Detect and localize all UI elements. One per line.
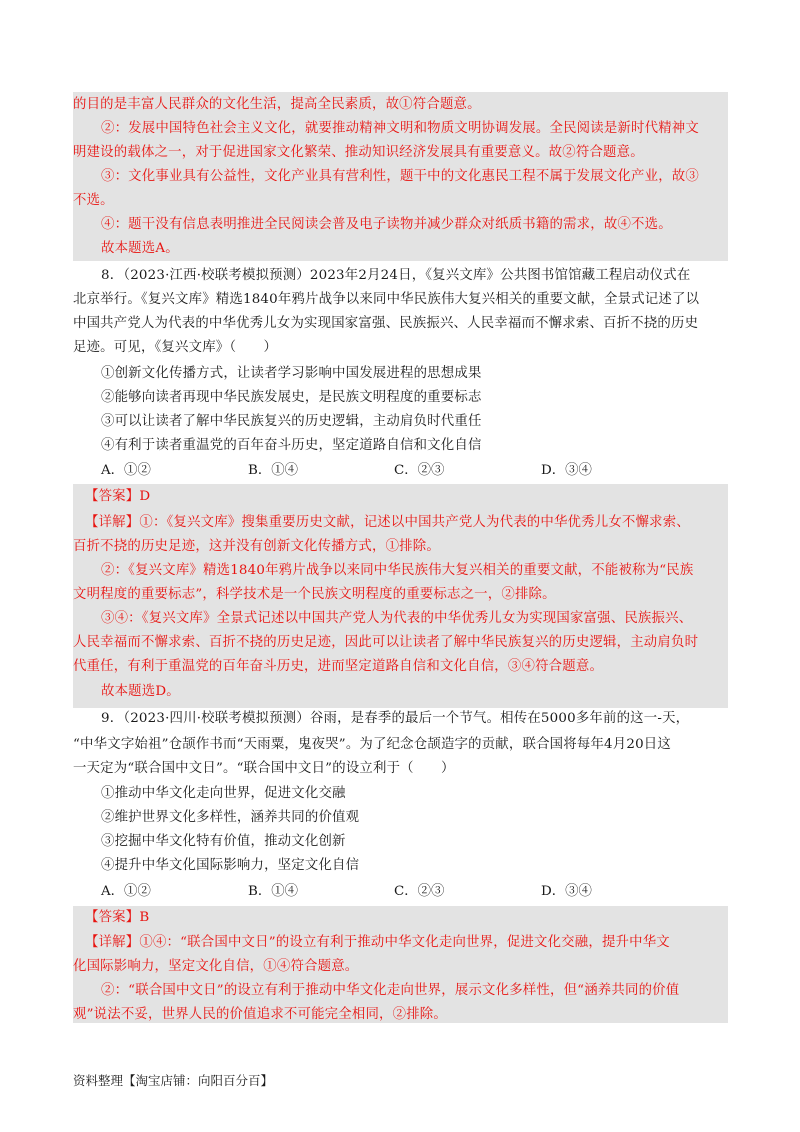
option-d: D．③④ [541, 463, 592, 478]
statement-item: ①创新文化传播方式，让读者学习影响中国发展进程的思想成果 [101, 366, 482, 381]
explanation-line: 的目的是丰富人民群众的文化生活，提高全民素质，故①符合题意。 [73, 97, 481, 112]
explanation-line: 不选。 [73, 193, 114, 208]
option-b: B．①④ [248, 463, 299, 478]
question-stem-line: 中国共产党人为代表的中华优秀儿女为实现国家富强、民族振兴、人民幸福而不懈求索、百折不挠的历史 [73, 316, 699, 331]
explanation-line: ③④：《复兴文库》全景式记述以中国共产党人为代表的中华优秀儿女为实现国家富强、民族振兴、 [101, 611, 693, 626]
explanation-line: 明建设的载体之一，对于促进国家文化繁荣、推动知识经济发展具有重要意义。故②符合题意。 [73, 145, 644, 160]
explanation-line: ②：“联合国中文日”的设立有利于推动中华文化走向世界，展示文化多样性，但“涵养共同的价值 [101, 983, 680, 998]
question-stem-line: 北京举行。《复兴文库》精选1840年鸦片战争以来同中华民族伟大复兴相关的重要文献，全景式记述了以 [73, 292, 700, 307]
statement-item: ②能够向读者再现中华民族发展史，是民族文明程度的重要标志 [101, 390, 482, 405]
explanation-line: 人民幸福而不懈求索、百折不挠的历史足迹，因此可以让读者了解中华民族复兴的历史逻辑，主动肩负时 [73, 635, 699, 650]
conclusion-line: 故本题选A。 [101, 241, 179, 256]
explanation-line: ②：《复兴文库》精选1840年鸦片战争以来同中华民族伟大复兴相关的重要文献，不能被称为“民族 [101, 563, 694, 578]
question-stem-line: 一天定为“联合国中文日”。“联合国中文日”的设立利于（ ） [73, 761, 455, 776]
explanation-line: 代重任，有利于重温党的百年奋斗历史，进而坚定道路自信和文化自信，③④符合题意。 [73, 659, 604, 674]
statement-item: ④有利于读者重温党的百年奋斗历史，坚定道路自信和文化自信 [101, 438, 482, 453]
option-a: A．①② [101, 463, 151, 478]
explanation-line: ②：发展中国特色社会主义文化，就要推动精神文明和物质文明协调发展。全民阅读是新时代精神文 [101, 121, 699, 136]
explanation-line: ④：题干没有信息表明推进全民阅读会普及电子读物并减少群众对纸质书籍的需求，故④不选。 [101, 217, 672, 232]
explanation-line: 百折不挠的历史足迹，这并没有创新文化传播方式，①排除。 [73, 539, 440, 554]
option-c: C．②③ [394, 463, 445, 478]
option-c: C．②③ [394, 884, 445, 899]
explanation-line: 【详解】①：《复兴文库》搜集重要历史文献，记述以中国共产党人为代表的中华优秀儿女不懈求索、 [85, 515, 690, 530]
statement-item: ③可以让读者了解中华民族复兴的历史逻辑，主动肩负时代重任 [101, 414, 482, 429]
option-d: D．③④ [541, 884, 592, 899]
question-stem-line: 8．（2023·江西·校联考模拟预测）2023年2月24日，《复兴文库》公共图书馆馆藏工程启动仪式在 [101, 268, 691, 283]
answer-label: 【答案】B [85, 910, 150, 925]
statement-item: ③挖掘中华文化特有价值，推动文化创新 [101, 834, 346, 849]
option-a: A．①② [101, 884, 151, 899]
conclusion-line: 故本题选D。 [101, 684, 180, 699]
statement-item: ①推动中华文化走向世界，促进文化交融 [101, 786, 346, 801]
option-b: B．①④ [248, 884, 299, 899]
question-stem-line: “中华文字始祖”仓颉作书而“天雨粟，鬼夜哭”。为了纪念仓颉造字的贡献，联合国将每年4月20日这 [73, 737, 671, 752]
statement-item: ②维护世界文化多样性，涵养共同的价值观 [101, 810, 360, 825]
page-footer: 资料整理【淘宝店铺：向阳百分百】 [73, 1073, 274, 1088]
explanation-line: ③：文化事业具有公益性，文化产业具有营利性，题干中的文化惠民工程不属于发展文化产业，故③ [101, 169, 699, 184]
question-stem-line: 9．（2023·四川·校联考模拟预测）谷雨，是春季的最后一个节气。相传在5000多年前的这一-天， [101, 711, 690, 726]
statement-item: ④提升中华文化国际影响力，坚定文化自信 [101, 858, 360, 873]
explanation-line: 观”说法不妥，世界人民的价值追求不可能完全相同，②排除。 [73, 1007, 447, 1022]
explanation-line: 【详解】①④：“联合国中文日”的设立有利于推动中华文化走向世界，促进文化交融，提升中华文 [85, 935, 670, 950]
explanation-line: 文明程度的重要标志”，科学技术是一个民族文明程度的重要标志之一，②排除。 [73, 587, 556, 602]
answer-label: 【答案】D [85, 489, 151, 504]
question-stem-line: 足迹。可见，《复兴文库》（ ） [73, 340, 278, 355]
explanation-line: 化国际影响力，坚定文化自信，①④符合题意。 [73, 959, 359, 974]
